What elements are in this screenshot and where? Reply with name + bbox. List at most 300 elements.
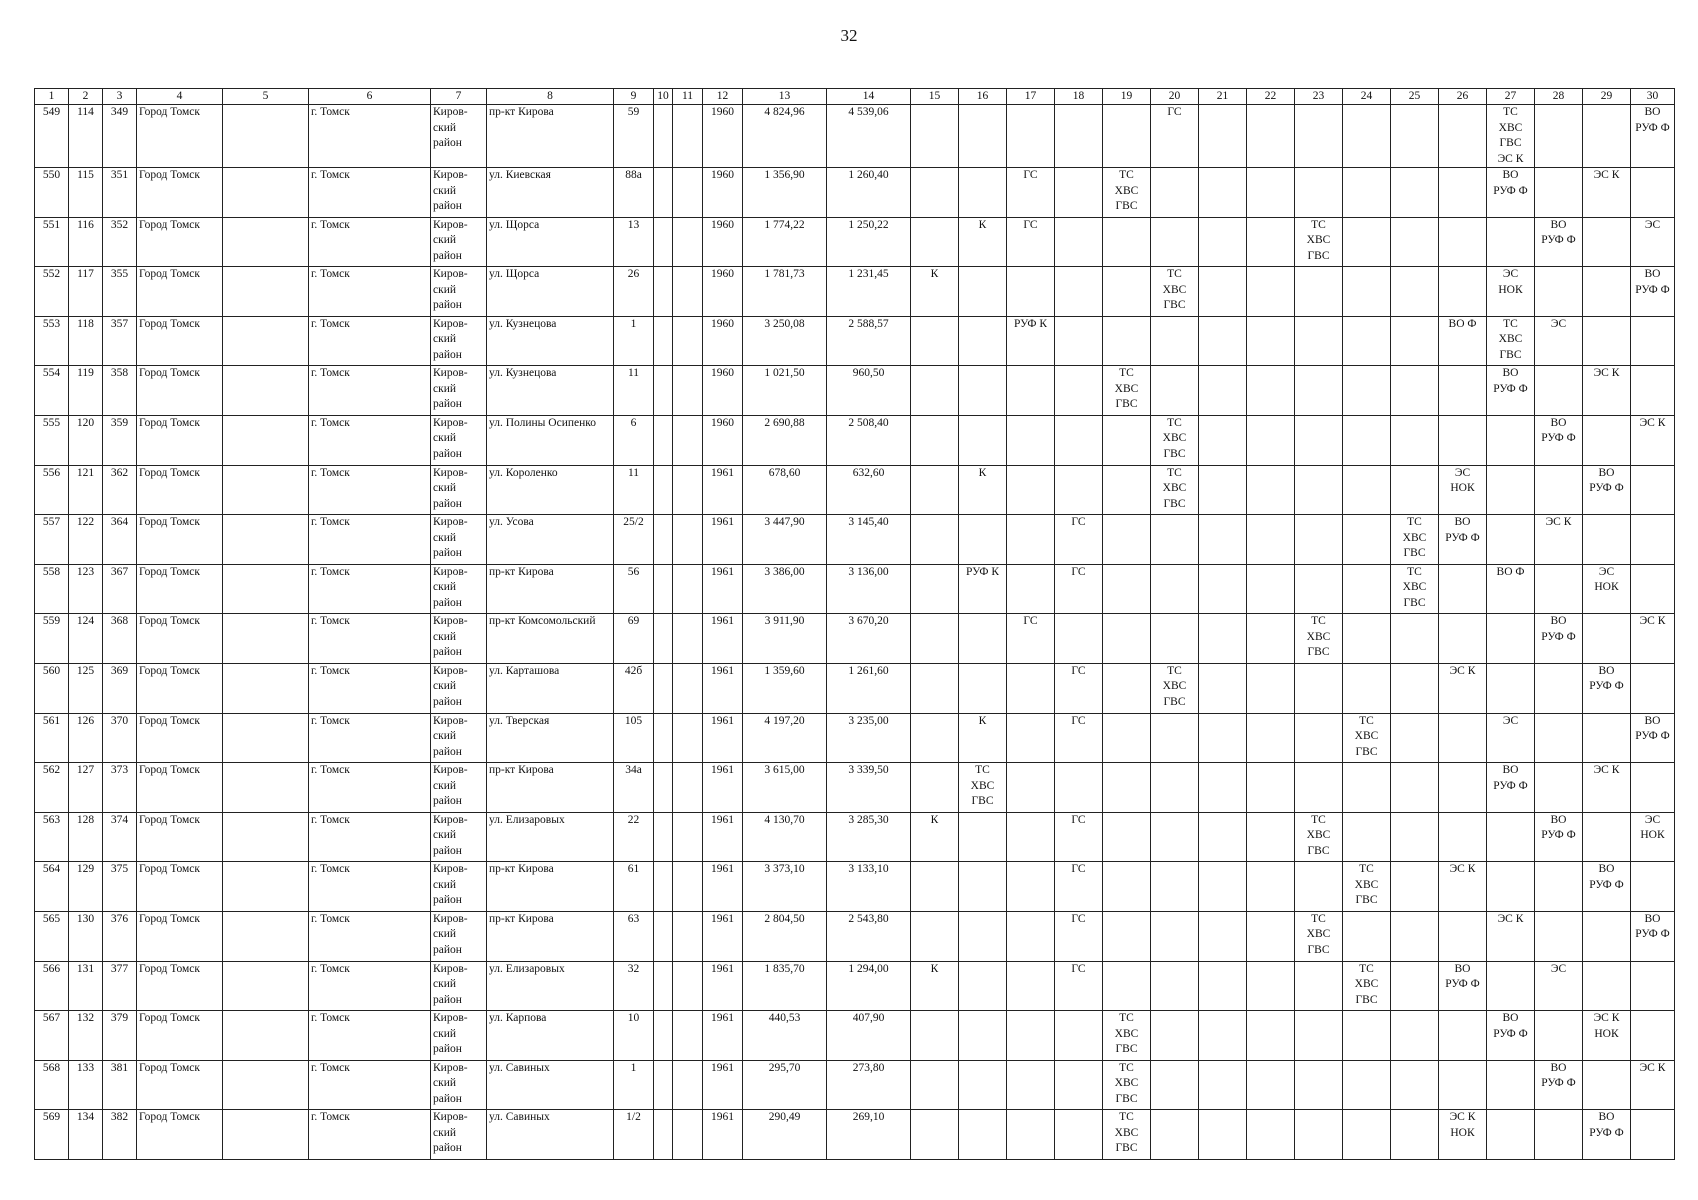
cell-col-25 [1391,366,1439,416]
cell-col-16: К [959,713,1007,763]
table-row [35,1060,1675,1110]
cell-col-11 [673,1060,703,1110]
table-row [35,217,1675,267]
column-header-6: 6 [309,89,431,105]
cell-col-28 [1535,663,1583,713]
cell-col-12: 1960 [703,105,743,168]
cell-col-10 [654,168,673,218]
cell-col-17 [1007,1060,1055,1110]
cell-col-9: 6 [614,415,654,465]
cell-col-9: 88а [614,168,654,218]
cell-col-20 [1151,763,1199,813]
cell-col-19: ТС ХВС ГВС [1103,1011,1151,1061]
cell-col-13: 3 615,00 [743,763,827,813]
cell-col-20 [1151,713,1199,763]
cell-col-1: 568 [35,1060,69,1110]
cell-col-6: г. Томск [309,911,431,961]
table-row [35,614,1675,664]
cell-col-3: 374 [103,812,137,862]
cell-col-13: 440,53 [743,1011,827,1061]
cell-col-16 [959,961,1007,1011]
cell-col-6: г. Томск [309,366,431,416]
column-header-20: 20 [1151,89,1199,105]
cell-col-1: 551 [35,217,69,267]
cell-col-27: ЭС НОК [1487,267,1535,317]
column-header-9: 9 [614,89,654,105]
cell-col-11 [673,105,703,168]
cell-col-22 [1247,1060,1295,1110]
cell-col-14: 1 250,22 [827,217,911,267]
column-header-16: 16 [959,89,1007,105]
cell-col-20 [1151,812,1199,862]
cell-col-4: Город Томск [137,316,223,366]
cell-col-26: ВО РУФ Ф [1439,515,1487,565]
cell-col-24 [1343,515,1391,565]
cell-col-15 [911,713,959,763]
cell-col-22 [1247,911,1295,961]
cell-col-19 [1103,713,1151,763]
column-header-12: 12 [703,89,743,105]
cell-col-11 [673,267,703,317]
cell-col-20 [1151,862,1199,912]
cell-col-27 [1487,614,1535,664]
cell-col-8: ул. Карташова [487,663,614,713]
column-header-21: 21 [1199,89,1247,105]
cell-col-4: Город Томск [137,1110,223,1160]
cell-col-1: 556 [35,465,69,515]
cell-col-25 [1391,415,1439,465]
cell-col-25 [1391,763,1439,813]
cell-col-2: 123 [69,564,103,614]
cell-col-11 [673,1110,703,1160]
cell-col-22 [1247,663,1295,713]
cell-col-21 [1199,168,1247,218]
cell-col-7: Киров- ский район [431,267,487,317]
cell-col-15: К [911,961,959,1011]
cell-col-19 [1103,105,1151,168]
cell-col-6: г. Томск [309,1110,431,1160]
cell-col-8: ул. Елизаровых [487,961,614,1011]
cell-col-1: 557 [35,515,69,565]
cell-col-20 [1151,366,1199,416]
table-body [35,105,1675,1160]
cell-col-23 [1295,862,1343,912]
cell-col-5 [223,713,309,763]
column-header-26: 26 [1439,89,1487,105]
cell-col-4: Город Томск [137,1060,223,1110]
cell-col-15 [911,168,959,218]
cell-col-30: ЭС [1631,217,1675,267]
cell-col-4: Город Томск [137,763,223,813]
cell-col-12: 1960 [703,316,743,366]
cell-col-25: ТС ХВС ГВС [1391,515,1439,565]
cell-col-27 [1487,465,1535,515]
cell-col-12: 1960 [703,217,743,267]
cell-col-10 [654,465,673,515]
cell-col-23 [1295,415,1343,465]
cell-col-24 [1343,812,1391,862]
cell-col-28: ВО РУФ Ф [1535,1060,1583,1110]
cell-col-14: 2 543,80 [827,911,911,961]
cell-col-19 [1103,415,1151,465]
cell-col-10 [654,515,673,565]
cell-col-29 [1583,911,1631,961]
cell-col-26: ВО Ф [1439,316,1487,366]
cell-col-27 [1487,961,1535,1011]
cell-col-9: 13 [614,217,654,267]
cell-col-25 [1391,105,1439,168]
cell-col-19 [1103,316,1151,366]
cell-col-2: 131 [69,961,103,1011]
cell-col-21 [1199,316,1247,366]
cell-col-23 [1295,168,1343,218]
cell-col-28 [1535,564,1583,614]
cell-col-11 [673,1011,703,1061]
cell-col-6: г. Томск [309,415,431,465]
cell-col-20: ТС ХВС ГВС [1151,465,1199,515]
cell-col-21 [1199,862,1247,912]
table-row [35,713,1675,763]
cell-col-10 [654,564,673,614]
cell-col-19: ТС ХВС ГВС [1103,168,1151,218]
cell-col-6: г. Томск [309,168,431,218]
cell-col-22 [1247,366,1295,416]
cell-col-14: 960,50 [827,366,911,416]
table-row [35,366,1675,416]
cell-col-8: пр-кт Комсомольский [487,614,614,664]
cell-col-20 [1151,316,1199,366]
cell-col-25 [1391,862,1439,912]
column-header-28: 28 [1535,89,1583,105]
cell-col-17 [1007,415,1055,465]
cell-col-3: 381 [103,1060,137,1110]
cell-col-2: 127 [69,763,103,813]
cell-col-30 [1631,663,1675,713]
cell-col-11 [673,911,703,961]
cell-col-10 [654,1110,673,1160]
cell-col-17: РУФ К [1007,316,1055,366]
cell-col-27: ТС ХВС ГВС [1487,316,1535,366]
cell-col-1: 549 [35,105,69,168]
cell-col-30 [1631,1110,1675,1160]
cell-col-21 [1199,105,1247,168]
cell-col-16 [959,614,1007,664]
cell-col-15 [911,1110,959,1160]
cell-col-7: Киров- ский район [431,614,487,664]
cell-col-14: 3 133,10 [827,862,911,912]
cell-col-2: 130 [69,911,103,961]
cell-col-19 [1103,862,1151,912]
cell-col-5 [223,961,309,1011]
cell-col-23 [1295,465,1343,515]
cell-col-7: Киров- ский район [431,564,487,614]
cell-col-7: Киров- ский район [431,515,487,565]
cell-col-23 [1295,316,1343,366]
cell-col-11 [673,564,703,614]
cell-col-1: 558 [35,564,69,614]
cell-col-10 [654,217,673,267]
cell-col-30 [1631,366,1675,416]
cell-col-1: 566 [35,961,69,1011]
cell-col-6: г. Томск [309,763,431,813]
cell-col-30 [1631,961,1675,1011]
cell-col-17 [1007,105,1055,168]
cell-col-20 [1151,614,1199,664]
cell-col-27: ВО РУФ Ф [1487,763,1535,813]
cell-col-5 [223,663,309,713]
cell-col-14: 632,60 [827,465,911,515]
cell-col-30 [1631,763,1675,813]
cell-col-27 [1487,1060,1535,1110]
cell-col-21 [1199,961,1247,1011]
cell-col-5 [223,316,309,366]
cell-col-28 [1535,713,1583,763]
cell-col-11 [673,366,703,416]
cell-col-24 [1343,911,1391,961]
cell-col-28 [1535,366,1583,416]
cell-col-27 [1487,217,1535,267]
cell-col-12: 1961 [703,1110,743,1160]
cell-col-16: К [959,217,1007,267]
cell-col-25 [1391,465,1439,515]
cell-col-16: ТС ХВС ГВС [959,763,1007,813]
cell-col-17: ГС [1007,614,1055,664]
cell-col-8: ул. Кузнецова [487,316,614,366]
cell-col-24 [1343,366,1391,416]
cell-col-29: ЭС НОК [1583,564,1631,614]
cell-col-18 [1055,168,1103,218]
cell-col-8: ул. Карпова [487,1011,614,1061]
cell-col-26: ЭС К [1439,663,1487,713]
table-header [35,89,1675,105]
cell-col-17 [1007,267,1055,317]
cell-col-12: 1961 [703,465,743,515]
cell-col-8: ул. Тверская [487,713,614,763]
cell-col-14: 1 294,00 [827,961,911,1011]
cell-col-22 [1247,465,1295,515]
cell-col-29: ВО РУФ Ф [1583,1110,1631,1160]
cell-col-1: 552 [35,267,69,317]
column-header-5: 5 [223,89,309,105]
column-header-23: 23 [1295,89,1343,105]
cell-col-4: Город Томск [137,961,223,1011]
cell-col-8: ул. Савиных [487,1110,614,1160]
cell-col-15: К [911,812,959,862]
cell-col-10 [654,812,673,862]
cell-col-28 [1535,1110,1583,1160]
cell-col-25 [1391,1060,1439,1110]
table-row [35,465,1675,515]
cell-col-1: 564 [35,862,69,912]
cell-col-8: ул. Щорса [487,267,614,317]
cell-col-2: 124 [69,614,103,664]
cell-col-18 [1055,465,1103,515]
cell-col-23 [1295,961,1343,1011]
cell-col-20: ГС [1151,105,1199,168]
cell-col-22 [1247,415,1295,465]
cell-col-26: ЭС К НОК [1439,1110,1487,1160]
cell-col-14: 269,10 [827,1110,911,1160]
table-row [35,961,1675,1011]
cell-col-3: 367 [103,564,137,614]
cell-col-27: ВО Ф [1487,564,1535,614]
cell-col-4: Город Томск [137,1011,223,1061]
cell-col-4: Город Томск [137,267,223,317]
cell-col-22 [1247,267,1295,317]
cell-col-14: 1 260,40 [827,168,911,218]
cell-col-9: 11 [614,366,654,416]
cell-col-12: 1961 [703,713,743,763]
cell-col-17: ГС [1007,168,1055,218]
cell-col-24 [1343,168,1391,218]
cell-col-23: ТС ХВС ГВС [1295,217,1343,267]
cell-col-2: 117 [69,267,103,317]
cell-col-12: 1961 [703,862,743,912]
cell-col-28 [1535,862,1583,912]
cell-col-3: 377 [103,961,137,1011]
cell-col-19 [1103,961,1151,1011]
cell-col-27 [1487,862,1535,912]
cell-col-17 [1007,713,1055,763]
cell-col-22 [1247,812,1295,862]
cell-col-28 [1535,465,1583,515]
column-header-22: 22 [1247,89,1295,105]
cell-col-11 [673,614,703,664]
cell-col-14: 2 508,40 [827,415,911,465]
cell-col-7: Киров- ский район [431,763,487,813]
cell-col-23: ТС ХВС ГВС [1295,614,1343,664]
cell-col-9: 10 [614,1011,654,1061]
cell-col-20: ТС ХВС ГВС [1151,415,1199,465]
cell-col-6: г. Томск [309,1060,431,1110]
cell-col-17 [1007,812,1055,862]
cell-col-26 [1439,1060,1487,1110]
cell-col-11 [673,168,703,218]
cell-col-29 [1583,217,1631,267]
cell-col-6: г. Томск [309,663,431,713]
cell-col-21 [1199,415,1247,465]
cell-col-29 [1583,515,1631,565]
cell-col-22 [1247,515,1295,565]
column-header-25: 25 [1391,89,1439,105]
cell-col-28: ВО РУФ Ф [1535,614,1583,664]
cell-col-6: г. Томск [309,105,431,168]
cell-col-20 [1151,1060,1199,1110]
cell-col-24 [1343,763,1391,813]
column-header-29: 29 [1583,89,1631,105]
cell-col-12: 1961 [703,812,743,862]
cell-col-11 [673,415,703,465]
cell-col-21 [1199,614,1247,664]
column-header-19: 19 [1103,89,1151,105]
cell-col-1: 560 [35,663,69,713]
cell-col-3: 351 [103,168,137,218]
cell-col-28 [1535,168,1583,218]
cell-col-22 [1247,217,1295,267]
cell-col-18 [1055,1011,1103,1061]
cell-col-13: 290,49 [743,1110,827,1160]
cell-col-6: г. Томск [309,614,431,664]
cell-col-21 [1199,1011,1247,1061]
cell-col-5 [223,267,309,317]
cell-col-7: Киров- ский район [431,1110,487,1160]
cell-col-24 [1343,316,1391,366]
cell-col-2: 118 [69,316,103,366]
cell-col-10 [654,267,673,317]
cell-col-14: 3 235,00 [827,713,911,763]
table-row [35,862,1675,912]
cell-col-26 [1439,713,1487,763]
cell-col-13: 3 373,10 [743,862,827,912]
cell-col-2: 114 [69,105,103,168]
cell-col-19 [1103,217,1151,267]
cell-col-16 [959,812,1007,862]
cell-col-30: ВО РУФ Ф [1631,911,1675,961]
cell-col-23: ТС ХВС ГВС [1295,911,1343,961]
cell-col-29 [1583,713,1631,763]
cell-col-23 [1295,1060,1343,1110]
cell-col-10 [654,614,673,664]
cell-col-9: 56 [614,564,654,614]
cell-col-13: 3 447,90 [743,515,827,565]
cell-col-19 [1103,564,1151,614]
cell-col-5 [223,862,309,912]
cell-col-1: 555 [35,415,69,465]
cell-col-29: ВО РУФ Ф [1583,862,1631,912]
cell-col-18 [1055,1110,1103,1160]
cell-col-18 [1055,1060,1103,1110]
cell-col-3: 358 [103,366,137,416]
cell-col-27 [1487,415,1535,465]
cell-col-25 [1391,812,1439,862]
cell-col-2: 115 [69,168,103,218]
cell-col-20 [1151,564,1199,614]
cell-col-27: ВО РУФ Ф [1487,168,1535,218]
column-header-10: 10 [654,89,673,105]
cell-col-7: Киров- ский район [431,415,487,465]
cell-col-23 [1295,1011,1343,1061]
cell-col-24 [1343,663,1391,713]
cell-col-14: 4 539,06 [827,105,911,168]
column-header-8: 8 [487,89,614,105]
cell-col-23 [1295,267,1343,317]
cell-col-24: ТС ХВС ГВС [1343,713,1391,763]
cell-col-10 [654,1011,673,1061]
cell-col-15 [911,366,959,416]
table-row [35,1110,1675,1160]
cell-col-18 [1055,366,1103,416]
cell-col-26 [1439,105,1487,168]
cell-col-13: 4 824,96 [743,105,827,168]
cell-col-8: ул. Короленко [487,465,614,515]
cell-col-13: 2 690,88 [743,415,827,465]
cell-col-2: 122 [69,515,103,565]
column-header-15: 15 [911,89,959,105]
table-row [35,168,1675,218]
cell-col-4: Город Томск [137,168,223,218]
cell-col-22 [1247,1011,1295,1061]
cell-col-19 [1103,663,1151,713]
cell-col-18: ГС [1055,862,1103,912]
cell-col-5 [223,812,309,862]
cell-col-29 [1583,614,1631,664]
cell-col-16 [959,316,1007,366]
cell-col-17 [1007,366,1055,416]
cell-col-2: 133 [69,1060,103,1110]
cell-col-11 [673,812,703,862]
cell-col-23 [1295,515,1343,565]
cell-col-9: 11 [614,465,654,515]
